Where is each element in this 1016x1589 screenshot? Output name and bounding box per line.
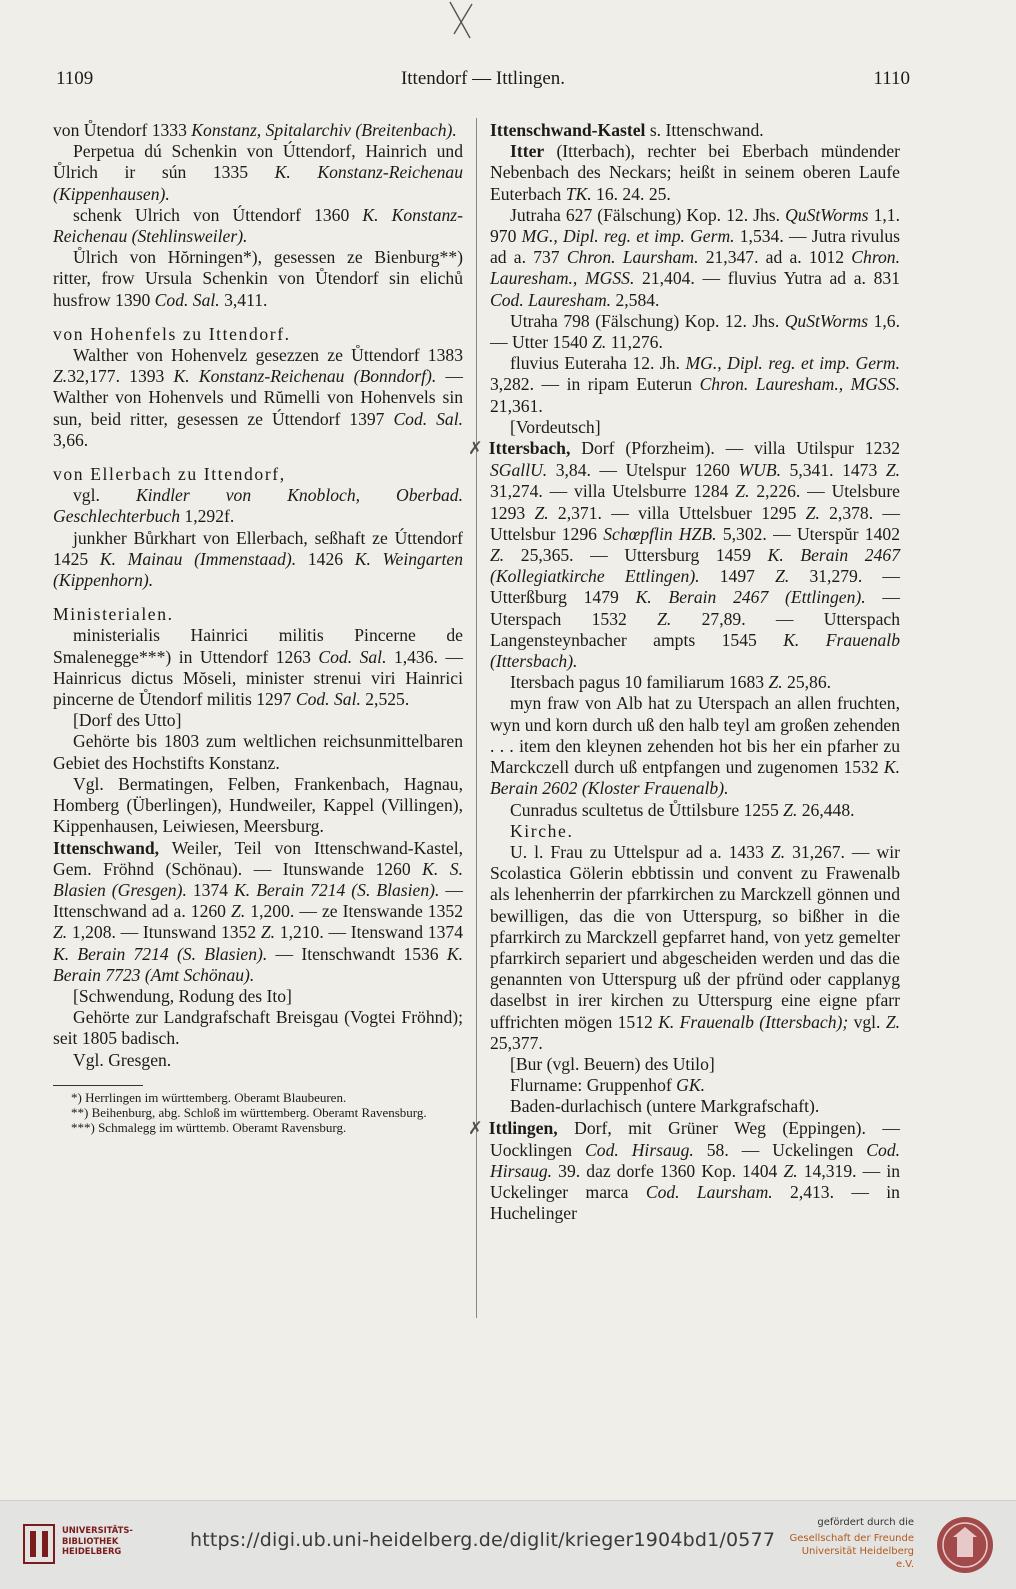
section-heading: Kirche. (510, 820, 574, 841)
library-name-line: UNIVERSITÄTS- (62, 1525, 133, 1535)
entry-paragraph: Perpetua dú Schenkin von Úttendorf, Hainrich und Ůlrich ir sún 1335 K. Konstanz-Reichenau (Kippenhausen). (53, 141, 463, 204)
entry-paragraph: ministerialis Hainrici militis Pincerne de Smalenegge***) in Uttendorf 1263 Cod. Sal. 1,436. — Hainricus dictus Mŏseli, minister strenui viri Hainrici pincerne de Ůtendorf militis 1297 Cod. Sal. 2,525. (53, 625, 463, 710)
library-name-line: BIBLIOTHEK (62, 1535, 119, 1546)
library-logo-icon[interactable] (22, 1523, 56, 1565)
entry-paragraph: Ittenschwand-Kastel s. Ittenschwand. (490, 120, 764, 140)
page-number-left: 1109 (56, 68, 94, 89)
sponsor-label: gefördert durch die (817, 1517, 914, 1528)
footnotes (53, 1090, 463, 1135)
lemma-headword: Ittenschwand, (53, 837, 160, 858)
entry-paragraph: Gehörte bis 1803 zum weltlichen reichsunmittelbaren Gebiet des Hochstifts Konstanz. (53, 731, 463, 773)
entry-paragraph: schenk Ulrich von Úttendorf 1360 K. Konstanz-Reichenau (Stehlinsweiler). (53, 204, 463, 247)
footnote: ***) Schmalegg im württemb. Oberamt Ravensburg. (71, 1119, 347, 1135)
footnote-rule (53, 1085, 143, 1086)
entry-paragraph: junkher Bůrkhart von Ellerbach, seßhaft ze Úttendorf 1425 K. Mainau (Immenstaad). 1426 K. Weingarten (Kippenhorn). (53, 527, 463, 591)
entry-paragraph: Cunradus scultetus de Ůttilsbure 1255 Z. 26,448. (510, 799, 855, 820)
entry-paragraph: Itter (Itterbach), rechter bei Eberbach mündender Nebenbach des Neckars; heißt in seinem oberen Laufe Euterbach TK. 16. 24. 25. (490, 141, 900, 204)
lemma-headword: Ittersbach, (488, 438, 571, 459)
entry-paragraph: Utraha 798 (Fälschung) Kop. 12. Jhs. QuStWorms 1,6. — Utter 1540 Z. 11,276. (490, 310, 900, 353)
pencil-x-icon: ✗ (468, 439, 483, 460)
etymology-note: [Dorf des Utto] (73, 710, 182, 731)
entry-paragraph: Jutraha 627 (Fälschung) Kop. 12. Jhs. QuStWorms 1,1. 970 MG., Dipl. reg. et imp. Germ. 1,534. — Jutra rivulus ad a. 737 Chron. Laursham. 21,347. ad a. 1012 Chron. Lauresham., MGSS. 21,404. — fluvius Yutra ad a. 831 Cod. Lauresham. 2,584. (490, 204, 900, 310)
etymology-note: [Bur (vgl. Beuern) des Utilo] (510, 1053, 715, 1074)
viewer-footer (0, 1500, 1016, 1589)
entry-paragraph: ✗ Ittlingen, Dorf, mit Grüner Weg (Eppingen). — Uocklingen Cod. Hirsaug. 58. — Uckelingen Cod. Hirsaug. 39. daz dorfe 1360 Kop. 1404 Z. 14,319. — in Uckelinger marca Cod. Laursham. 2,413. — in Huchelinger (468, 1117, 901, 1224)
sponsor-org: Gesellschaft der Freunde (789, 1533, 914, 1544)
sponsor-credit[interactable] (784, 1517, 914, 1571)
entry-paragraph: Walther von Hohenvelz gesezzen ze Ůttendorf 1383 Z.32,177. 1393 K. Konstanz-Reichenau (Bonndorf). — Walther von Hohenvels und Rŭmelli von Hohenvels sin sun, beid ritter, gesessen ze Úttendorf 1397 Cod. Sal. 3,66. (53, 345, 464, 450)
cross-reference: Vgl. Bermatingen, Felben, Frankenbach, Hagnau, Homberg (Überlingen), Hundweiler, Kappel (Villingen), Kippenhausen, Leiwiesen, Meersburg. (53, 773, 463, 837)
right-column (468, 120, 901, 1225)
section-heading: Ministerialen. (53, 604, 174, 625)
left-column (53, 120, 463, 1135)
lemma-headword: Ittenschwand-Kastel (490, 120, 646, 140)
entry-paragraph: vgl. Kindler von Knobloch, Oberbad. Geschlechterbuch 1,292f. (53, 485, 464, 527)
entry-paragraph: Itersbach pagus 10 familiarum 1683 Z. 25,86. (510, 672, 832, 693)
entry-paragraph: myn fraw von Alb hat zu Uterspach an allen fruchten, wyn und korn durch uß den halb teyl am großen zehenden . . . item den kleynen zehenden hot bis her ein pfarher zu Marckczell durch uß entpfangen und zugenomen 1532 K. Berain 2602 (Kloster Frauenalb). (490, 693, 900, 799)
sponsor-org: Universität Heidelberg e.V. (801, 1546, 914, 1570)
pencil-x-icon: ✗ (468, 1118, 483, 1139)
entry-paragraph: fluvius Euteraha 12. Jh. MG., Dipl. reg. et imp. Germ. 3,282. — in ripam Euterun Chron. Lauresham., MGSS. 21,361. (490, 353, 901, 416)
running-title: Ittendorf — Ittlingen. (400, 68, 566, 89)
pencil-x-icon (440, 0, 480, 40)
entry-paragraph: Flurname: Gruppenhof GK. (510, 1075, 705, 1096)
cross-reference: Vgl. Gresgen. (73, 1049, 172, 1070)
section-heading: von Ellerbach zu Ittendorf, (53, 464, 286, 485)
entry-paragraph: Ittenschwand, Weiler, Teil von Ittenschwand-Kastel, Gem. Fröhnd (Schönau). — Itunswande 1260 K. S. Blasien (Gresgen). 1374 K. Berain 7214 (S. Blasien). — Ittenschwand ad a. 1260 Z. 1,200. — ze Itenswande 1352 Z. 1,208. — Itunswand 1352 Z. 1,210. — Itenswand 1374 K. Berain 7214 (S. Blasien). — Itenschwandt 1536 K. Berain 7723 (Amt Schönau). (53, 837, 463, 985)
permalink-url[interactable]: https://digi.ub.uni-heidelberg.de/diglit/krieger1904bd1/0577 (190, 1529, 776, 1551)
lemma-headword: Ittlingen, (488, 1117, 558, 1138)
section-heading: von Hohenfels zu Ittendorf. (53, 323, 291, 344)
entry-paragraph: Ůlrich von Hŏrningen*), gesessen ze Bienburg**) ritter, frow Ursula Schenkin von Ůtendorf sin elichů husfrow 1390 Cod. Sal. 3,411. (53, 247, 463, 310)
page-number-right: 1110 (873, 68, 910, 89)
library-name-line: HEIDELBERG (62, 1546, 122, 1556)
entry-paragraph: Baden-durlachisch (untere Markgrafschaft). (510, 1096, 820, 1117)
entry-paragraph: Gehörte zur Landgrafschaft Breisgau (Vogtei Fröhnd); seit 1805 badisch. (53, 1007, 463, 1049)
footnote: *) Herrlingen im württemberg. Oberamt Blaubeuren. (71, 1089, 347, 1105)
entry-paragraph: ✗ Ittersbach, Dorf (Pforzheim). — villa Utilspur 1232 SGallU. 3,84. — Utelspur 1260 WUB. 5,341. 1473 Z. 31,274. — villa Utelsburre 1284 Z. 2,226. — Utelsbure 1293 Z. 2,371. — villa Uttelsbuer 1295 Z. 2,378. — Uttelsbur 1296 Schœpflin HZB. 5,302. — Uterspŭr 1402 Z. 25,365. — Uttersburg 1459 K. Berain 2467 (Kollegiatkirche Ettlingen). 1497 Z. 31,279. — Utterßburg 1479 K. Berain 2467 (Ettlingen). — Uterspach 1532 Z. 27,89. — Utterspach Langensteynbacher ampts 1545 K. Frauenalb (Ittersbach). (468, 438, 901, 672)
footnote: **) Beihenburg, abg. Schloß im württemberg. Oberamt Ravensburg. (71, 1104, 427, 1120)
lemma-headword: Itter (510, 141, 545, 162)
entry-paragraph: von Ůtendorf 1333 Konstanz, Spitalarchiv (Breitenbach). (53, 120, 457, 140)
library-name[interactable] (62, 1525, 133, 1557)
running-head (56, 68, 910, 96)
entry-paragraph: U. l. Frau zu Uttelspur ad a. 1433 Z. 31,267. — wir Scolastica Gölerin ebbtissin und convent zu Frawenalb als lehenherrin der pfarrkirchen zu Marckzell gönnen und bewilligen, das die von Utterspurg, so bißher in die pfarrkirch zu Marckzell gepfarret hand, von yetz gemelter pfarrkirch separiert und abgescheiden werden und das die genannten von Utterspurg uß der pfründ oder capplanyg daselbst in irer kirchen zu Utterspurg eine eigne pfarr uffrichten mögen 1512 K. Frauenalb (Ittersbach); vgl. Z. 25,377. (490, 841, 900, 1053)
etymology-note: [Schwendung, Rodung des Ito] (73, 985, 292, 1006)
university-seal-icon (935, 1515, 995, 1575)
etymology-note: [Vordeutsch] (510, 416, 601, 437)
